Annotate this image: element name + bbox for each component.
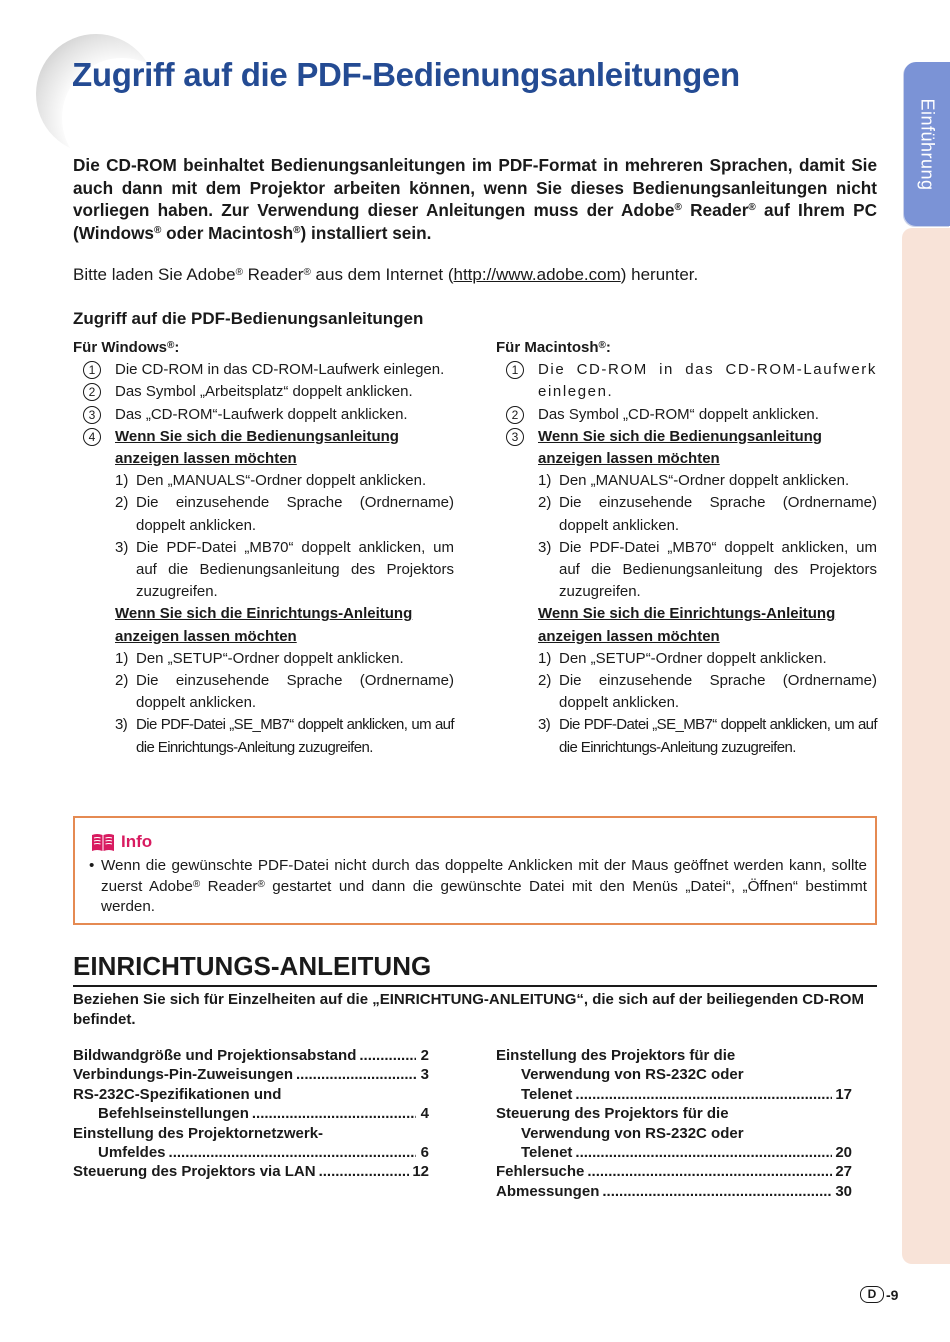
mac-title-colon: : — [605, 339, 611, 356]
toc-page: 27 — [835, 1163, 852, 1181]
section-heading: Zugriff auf die PDF-Bedienungsanleitungen — [73, 309, 424, 328]
windows-setup-3 — [73, 714, 454, 758]
reg-mark: ® — [674, 202, 682, 213]
sub-number: 3) — [538, 538, 552, 556]
mac-manual-3 — [496, 537, 877, 604]
intro-paragraph — [73, 154, 877, 244]
windows-column — [73, 337, 454, 759]
toc-leader — [575, 1085, 832, 1104]
mac-title — [496, 337, 877, 359]
toc-line: Verwendung von RS-232C oder — [521, 1124, 744, 1142]
sub-number: 1) — [115, 649, 129, 667]
sub-number: 3) — [538, 716, 551, 734]
sub-text: Die einzusehende Sprache (Ordnername) doppelt anklicken. — [136, 494, 454, 534]
toc-title: Abmessungen — [496, 1182, 600, 1200]
page-title: Zugriff auf die PDF-Bedienungsanleitungen — [72, 56, 740, 93]
toc-leader — [575, 1143, 832, 1162]
download-paragraph — [73, 264, 877, 286]
toc-leader — [602, 1182, 832, 1201]
toc-line: Einstellung des Projektors für die — [496, 1047, 736, 1064]
side-tab-label: Einführung — [917, 97, 938, 191]
step-text: Das Symbol „CD-ROM“ doppelt anklicken. — [538, 405, 819, 423]
toc-line — [496, 1143, 852, 1162]
windows-step-4 — [73, 426, 454, 448]
step-number: 4 — [83, 428, 101, 446]
intro-text-2: Reader — [681, 200, 749, 220]
setup-heading-a: Wenn Sie sich die Einrichtungs-Anleitung — [115, 605, 413, 623]
info-text-3: gestartet und dann die gewünschte Datei mit den Menüs „Datei“, „Öffnen“ bestimmt werden. — [101, 877, 867, 915]
heading-rule — [73, 985, 877, 987]
toc-entry — [73, 1124, 429, 1163]
toc-title: Steuerung des Projektors via LAN — [73, 1163, 316, 1181]
intro-text-5: ) installiert sein. — [300, 222, 432, 243]
toc-page: 30 — [835, 1182, 852, 1200]
toc-line — [496, 1162, 852, 1181]
info-body — [89, 856, 867, 918]
windows-setup-2 — [73, 670, 454, 714]
toc-leader — [587, 1162, 832, 1181]
toc-line: Steuerung des Projektors für die — [496, 1105, 729, 1123]
sub-number: 2) — [115, 672, 129, 690]
intro-text-4: oder Macintosh — [161, 222, 294, 243]
mac-column — [496, 337, 877, 759]
bullet: • — [89, 857, 95, 874]
sub-text: Den „SETUP“-Ordner doppelt anklicken. — [136, 649, 404, 667]
sub-text: Den „MANUALS“-Ordner doppelt anklicken. — [559, 472, 850, 490]
toc-page: 17 — [835, 1085, 852, 1103]
mac-setup-3 — [496, 714, 877, 758]
info-text — [89, 856, 867, 918]
toc-title: Verbindungs-Pin-Zuweisungen — [73, 1066, 294, 1084]
windows-manual-1 — [73, 470, 454, 492]
sub-text: Die einzusehende Sprache (Ordnername) doppelt anklicken. — [136, 672, 454, 712]
manual-heading-b: anzeigen lassen möchten — [115, 450, 297, 468]
toc-leader — [169, 1143, 416, 1162]
windows-step-3 — [73, 404, 454, 426]
download-text-a: Bitte laden Sie Adobe — [73, 265, 236, 284]
sub-number: 1) — [115, 472, 129, 490]
sub-number: 2) — [538, 672, 552, 690]
manual-heading-a: Wenn Sie sich die Bedienungsanleitung — [538, 427, 822, 445]
info-text-2: Reader — [200, 877, 258, 895]
info-label: Info — [121, 832, 153, 851]
step-number: 3 — [506, 428, 524, 446]
toc-line — [73, 1143, 429, 1162]
step-number: 1 — [506, 361, 524, 379]
adobe-link[interactable]: http://www.adobe.com — [453, 265, 621, 284]
windows-manual-2 — [73, 492, 454, 536]
mac-setup-2 — [496, 670, 877, 714]
step-text: Das Symbol „Arbeitsplatz“ doppelt anklicken. — [115, 383, 413, 401]
sub-text: Den „SETUP“-Ordner doppelt anklicken. — [559, 649, 827, 667]
toc-leader — [359, 1046, 416, 1065]
windows-title-colon: : — [174, 339, 180, 356]
sub-number: 3) — [115, 716, 128, 734]
sub-number: 2) — [115, 494, 129, 512]
toc-line — [73, 1162, 429, 1181]
page-badge: D — [860, 1286, 884, 1303]
download-text-c: aus dem Internet ( — [310, 265, 454, 284]
toc-line: Verwendung von RS-232C oder — [521, 1066, 744, 1084]
toc-title: Befehlseinstellungen — [98, 1105, 249, 1123]
reg-mark: ® — [748, 202, 756, 213]
windows-title — [73, 337, 454, 359]
sub-number: 1) — [538, 649, 552, 667]
mac-title-text: Für Macintosh — [496, 339, 599, 356]
toc-title: Bildwandgröße und Projektionsabstand — [73, 1047, 357, 1064]
mac-manual-1 — [496, 470, 877, 492]
toc-entry — [73, 1085, 429, 1124]
toc-page: 20 — [835, 1144, 852, 1162]
setup-heading: EINRICHTUNGS-ANLEITUNG — [73, 951, 432, 981]
step-number: 2 — [83, 383, 101, 401]
reg-mark: ® — [293, 224, 301, 236]
windows-step-2 — [73, 381, 454, 403]
manual-heading-b: anzeigen lassen möchten — [538, 450, 720, 468]
mac-step-3 — [496, 426, 877, 448]
info-box — [73, 816, 877, 925]
info-header — [91, 832, 152, 852]
sub-number: 3) — [115, 538, 129, 556]
book-icon — [91, 832, 115, 852]
toc-entry — [496, 1182, 852, 1201]
toc-page: 4 — [420, 1105, 429, 1123]
toc-line — [73, 1046, 429, 1065]
download-text-b: Reader — [242, 265, 304, 284]
step-text: Das „CD-ROM“-Laufwerk doppelt anklicken. — [115, 405, 408, 423]
sub-text: Die PDF-Datei „MB70“ doppelt anklicken, um auf die Bedienungsanleitung des Projektors zuzugreifen. — [136, 538, 454, 601]
mac-step-2 — [496, 404, 877, 426]
side-strip — [902, 228, 950, 1264]
toc-line — [496, 1182, 852, 1201]
sub-number: 2) — [538, 494, 552, 512]
toc-page: 6 — [420, 1144, 429, 1162]
toc-title: Telenet — [521, 1085, 573, 1103]
toc-entry — [73, 1046, 429, 1065]
side-tab — [904, 62, 950, 226]
info-text-1: Wenn die gewünschte PDF-Datei nicht durch das doppelte Anklicken mit der Maus geöffnet werden kann, sollte zuerst Adobe — [101, 857, 867, 895]
mac-step-1 — [496, 359, 877, 403]
setup-intro: Beziehen Sie sich für Einzelheiten auf die „EINRICHTUNG-ANLEITUNG“, die sich auf der beiliegenden CD-ROM befindet. — [73, 991, 864, 1028]
toc-page: 2 — [420, 1047, 429, 1064]
toc-entry — [73, 1065, 429, 1084]
step-text: Die CD-ROM in das CD-ROM-Laufwerk einlegen. — [115, 361, 445, 379]
reg-mark: ® — [598, 340, 606, 351]
reg-mark: ® — [167, 340, 175, 351]
step-number: 2 — [506, 406, 524, 424]
sub-text: Die PDF-Datei „SE_MB7“ doppelt anklicken, um auf die Einrichtungs-Anleitung zuzugreifen. — [136, 716, 454, 756]
step-text: Die CD-ROM in das CD-ROM-Laufwerk einlegen. — [538, 361, 877, 401]
windows-step-1 — [73, 359, 454, 381]
windows-title-text: Für Windows — [73, 339, 168, 356]
sub-text: Die einzusehende Sprache (Ordnername) doppelt anklicken. — [559, 672, 877, 712]
toc-line: Einstellung des Projektornetzwerk- — [73, 1124, 324, 1142]
toc-line — [73, 1065, 429, 1084]
reg-mark: ® — [303, 267, 311, 278]
sub-text: Die einzusehende Sprache (Ordnername) doppelt anklicken. — [559, 494, 877, 534]
intro-text-1: Die CD-ROM beinhaltet Bedienungsanleitungen im PDF-Format in mehreren Sprachen, damit Sie auch dann mit dem Projektor arbeiten können, wenn Sie dieses Bedienungsanleitungen nicht vorliegen haben. Zur Verwendung dieser Anleitungen muss der Adobe — [73, 155, 877, 220]
sub-text: Den „MANUALS“-Ordner doppelt anklicken. — [136, 472, 427, 490]
step-number: 1 — [83, 361, 101, 379]
toc-leader — [296, 1065, 416, 1084]
toc-leader — [319, 1162, 410, 1181]
manual-heading-a: Wenn Sie sich die Bedienungsanleitung — [115, 427, 399, 445]
reg-mark: ® — [235, 267, 243, 278]
page-number — [860, 1286, 898, 1303]
sub-text: Die PDF-Datei „MB70“ doppelt anklicken, um auf die Bedienungsanleitung des Projektors zuzugreifen. — [559, 538, 877, 601]
toc-title: Telenet — [521, 1144, 573, 1162]
setup-heading-b: anzeigen lassen möchten — [538, 627, 720, 645]
sub-number: 1) — [538, 472, 552, 490]
windows-manual-3 — [73, 537, 454, 604]
setup-heading-a: Wenn Sie sich die Einrichtungs-Anleitung — [538, 605, 836, 623]
page-number-text: -9 — [886, 1286, 899, 1303]
mac-manual-2 — [496, 492, 877, 536]
mac-setup-1 — [496, 648, 877, 670]
toc-line: RS-232C-Spezifikationen und — [73, 1085, 282, 1103]
reg-mark: ® — [192, 878, 201, 890]
setup-heading-b: anzeigen lassen möchten — [115, 627, 297, 645]
toc-line — [496, 1085, 852, 1104]
toc-page: 12 — [412, 1163, 429, 1181]
toc-left — [73, 1046, 429, 1182]
toc-page: 3 — [420, 1066, 429, 1084]
toc-leader — [252, 1104, 416, 1123]
download-text-d: ) herunter. — [620, 265, 699, 284]
reg-mark: ® — [257, 878, 265, 890]
sub-text: Die PDF-Datei „SE_MB7“ doppelt anklicken, um auf die Einrichtungs-Anleitung zuzugreifen. — [559, 716, 877, 756]
intro-text-3: auf Ihrem PC (Windows — [73, 200, 877, 243]
toc-entry — [496, 1104, 852, 1162]
toc-entry — [496, 1046, 852, 1104]
reg-mark: ® — [154, 224, 162, 236]
toc-title: Umfeldes — [98, 1144, 166, 1162]
toc-entry — [496, 1162, 852, 1181]
toc-right — [496, 1046, 852, 1201]
step-number: 3 — [83, 406, 101, 424]
toc-line — [73, 1104, 429, 1123]
toc-title: Fehlersuche — [496, 1163, 585, 1181]
toc-entry — [73, 1162, 429, 1181]
windows-setup-1 — [73, 648, 454, 670]
